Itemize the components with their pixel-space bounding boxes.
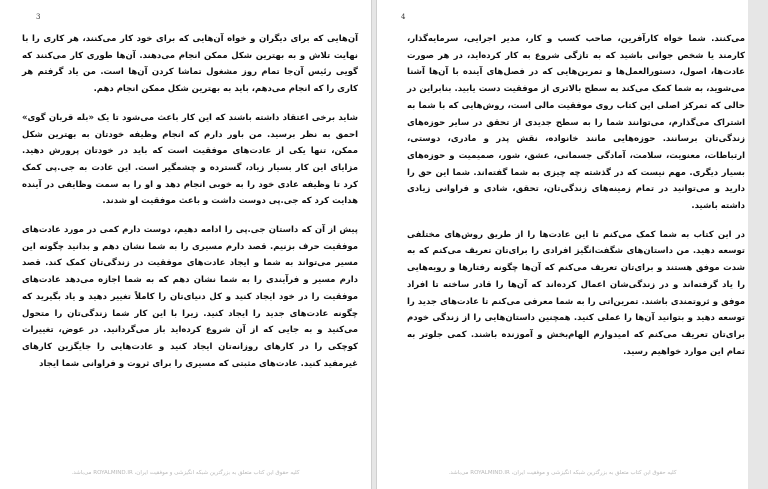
page-body — [22, 31, 358, 384]
paragraph: شاید برخی اعتقاد داشته باشند که این کار باعث می‌شود تا یک «بله قربان گوی» احمق به نظر برسید. من باور دارم که انجام وظیفه خودتان به بهترین شکل ممکن، تنها یکی از عادت‌های موفقیت است که باید در خودتان پرورش دهید. مزایای این کار بسیار زیاد، گسترده و چشمگیر است. این عادت به جی.پی کمک کرد تا وظیفه عادی خود را به خوبی انجام دهد و او را به سمت وظایفی در آینده هدایت کرد که جی.پی دوست داشت و باعث موفقیت او شدند. — [22, 112, 358, 207]
paragraph: پیش از آن که داستان جی.پی را ادامه دهیم، دوست دارم کمی در مورد عادت‌های موفقیت حرف بزنیم. قصد دارم مسیری را به شما نشان دهم و بدانید چگونه این مسیر می‌تواند به شما و ایجاد عادت‌های موفقیت در زندگی‌تان کمک کند. قصد دارم مسیر و فرآیندی را به شما نشان دهم که به شما اجازه می‌دهد عادت‌های موفقیت را در خود ایجاد کنید و کل دنیای‌تان را کاملاً تغییر دهید و یاد بگیرید که چگونه عادت‌های جدید را ایجاد کنید. زیرا با این کار شما زندگی‌تان را متحول می‌کنید و به جایی که از آن شروع کرده‌اید باز می‌گردانید. در عوض، تغییرات کوچکی را در کارهای روزانه‌تان ایجاد کنید و عادت‌هایی را جایگزین کارهای غیرمفید کنید. عادت‌های مثبتی که مسیری را برای ثروت و فراوانی شما ایجاد — [22, 225, 358, 369]
page-body — [407, 31, 745, 372]
left-page — [0, 0, 372, 489]
paragraph: می‌کنند. شما خواه کارآفرین، صاحب کسب و کار، مدیر اجرایی، سرمایه‌گذار، کارمند یا شخص جوانی باشید که به تازگی شروع به کار کرده‌اید، در هر صورت عادت‌ها، اصول، دستورالعمل‌ها و تمرین‌هایی که در فصل‌های آینده با آن‌ها آشنا می‌شوید، به شما کمک می‌کند به سطح بالاتری از موفقیت دست یابید. بنابراین در حالی که تمرکز اصلی این کتاب روی موفقیت مالی است، روش‌هایی که با شما به اشتراک می‌گذارم، می‌توانند شما را به سطح جدیدی از تحقق در سایر حوزه‌های زندگی‌تان برسانند. حوزه‌هایی مانند خانواده، نقش پدر و مادری، دوستی، ارتباطات، معنویت، سلامت، آمادگی جسمانی، عشق، شور، صمیمیت و حوزه‌های بسیار دیگری. مهم نیست که در گذشته چه چیزی به شما گفته‌اند. شما این حق را دارید و می‌توانید در تمام زمینه‌های زندگی‌تان، تحقق، شادی و فراوانی زیادی داشته باشید. — [407, 34, 745, 212]
page-number: 4 — [401, 13, 406, 21]
paragraph: آن‌هایی که برای دیگران و خواه آن‌هایی که برای خود کار می‌کنند، هر کاری را با نهایت تلاش و به بهترین شکل ممکن انجام می‌دهند. آن‌ها طوری کار می‌کنند که گویی رئیس آن‌جا تمام روز مشغول تماشا کردن آن‌ها است. من یاد گرفتم هر کاری را که انجام می‌دهم، باید به بهترین شکل ممکن انجام دهم. — [22, 34, 358, 95]
page-footer: کلیه حقوق این کتاب متعلق به بزرگترین شبکه انگیزشی و موفقیت ایران، ROYALMIND.IR می‌باشد. — [448, 470, 677, 476]
paragraph: در این کتاب به شما کمک می‌کنم تا این عادت‌ها را از طریق روش‌های مختلفی توسعه دهید. من داستان‌های شگفت‌انگیز افرادی را برای‌تان تعریف می‌کنم که به شدت موفق هستند و برای‌تان تعریف می‌کنم که آن‌ها چگونه رفتارها و رویه‌هایی را یاد گرفته‌اند و در زندگی‌شان اعمال کرده‌اند که آن‌ها را قادر ساخته تا افراد موفق و ثروتمندی باشند. تمرین‌اتی را به شما معرفی می‌کنم تا عادت‌های جدید را توسعه دهید و بتوانید آن‌ها را عملی کنید. همچنین داستان‌هایی را از زندگی خودم برای‌تان تعریف می‌کنم که امیدوارم الهام‌بخش و آموزنده باشند. کمی جلوتر به تمام این موارد خواهیم رسید. — [407, 229, 745, 357]
page-number: 3 — [36, 13, 41, 21]
right-page — [376, 0, 748, 489]
page-footer: کلیه حقوق این کتاب متعلق به بزرگترین شبکه انگیزشی و موفقیت ایران، ROYALMIND.IR می‌باشد. — [71, 470, 300, 476]
